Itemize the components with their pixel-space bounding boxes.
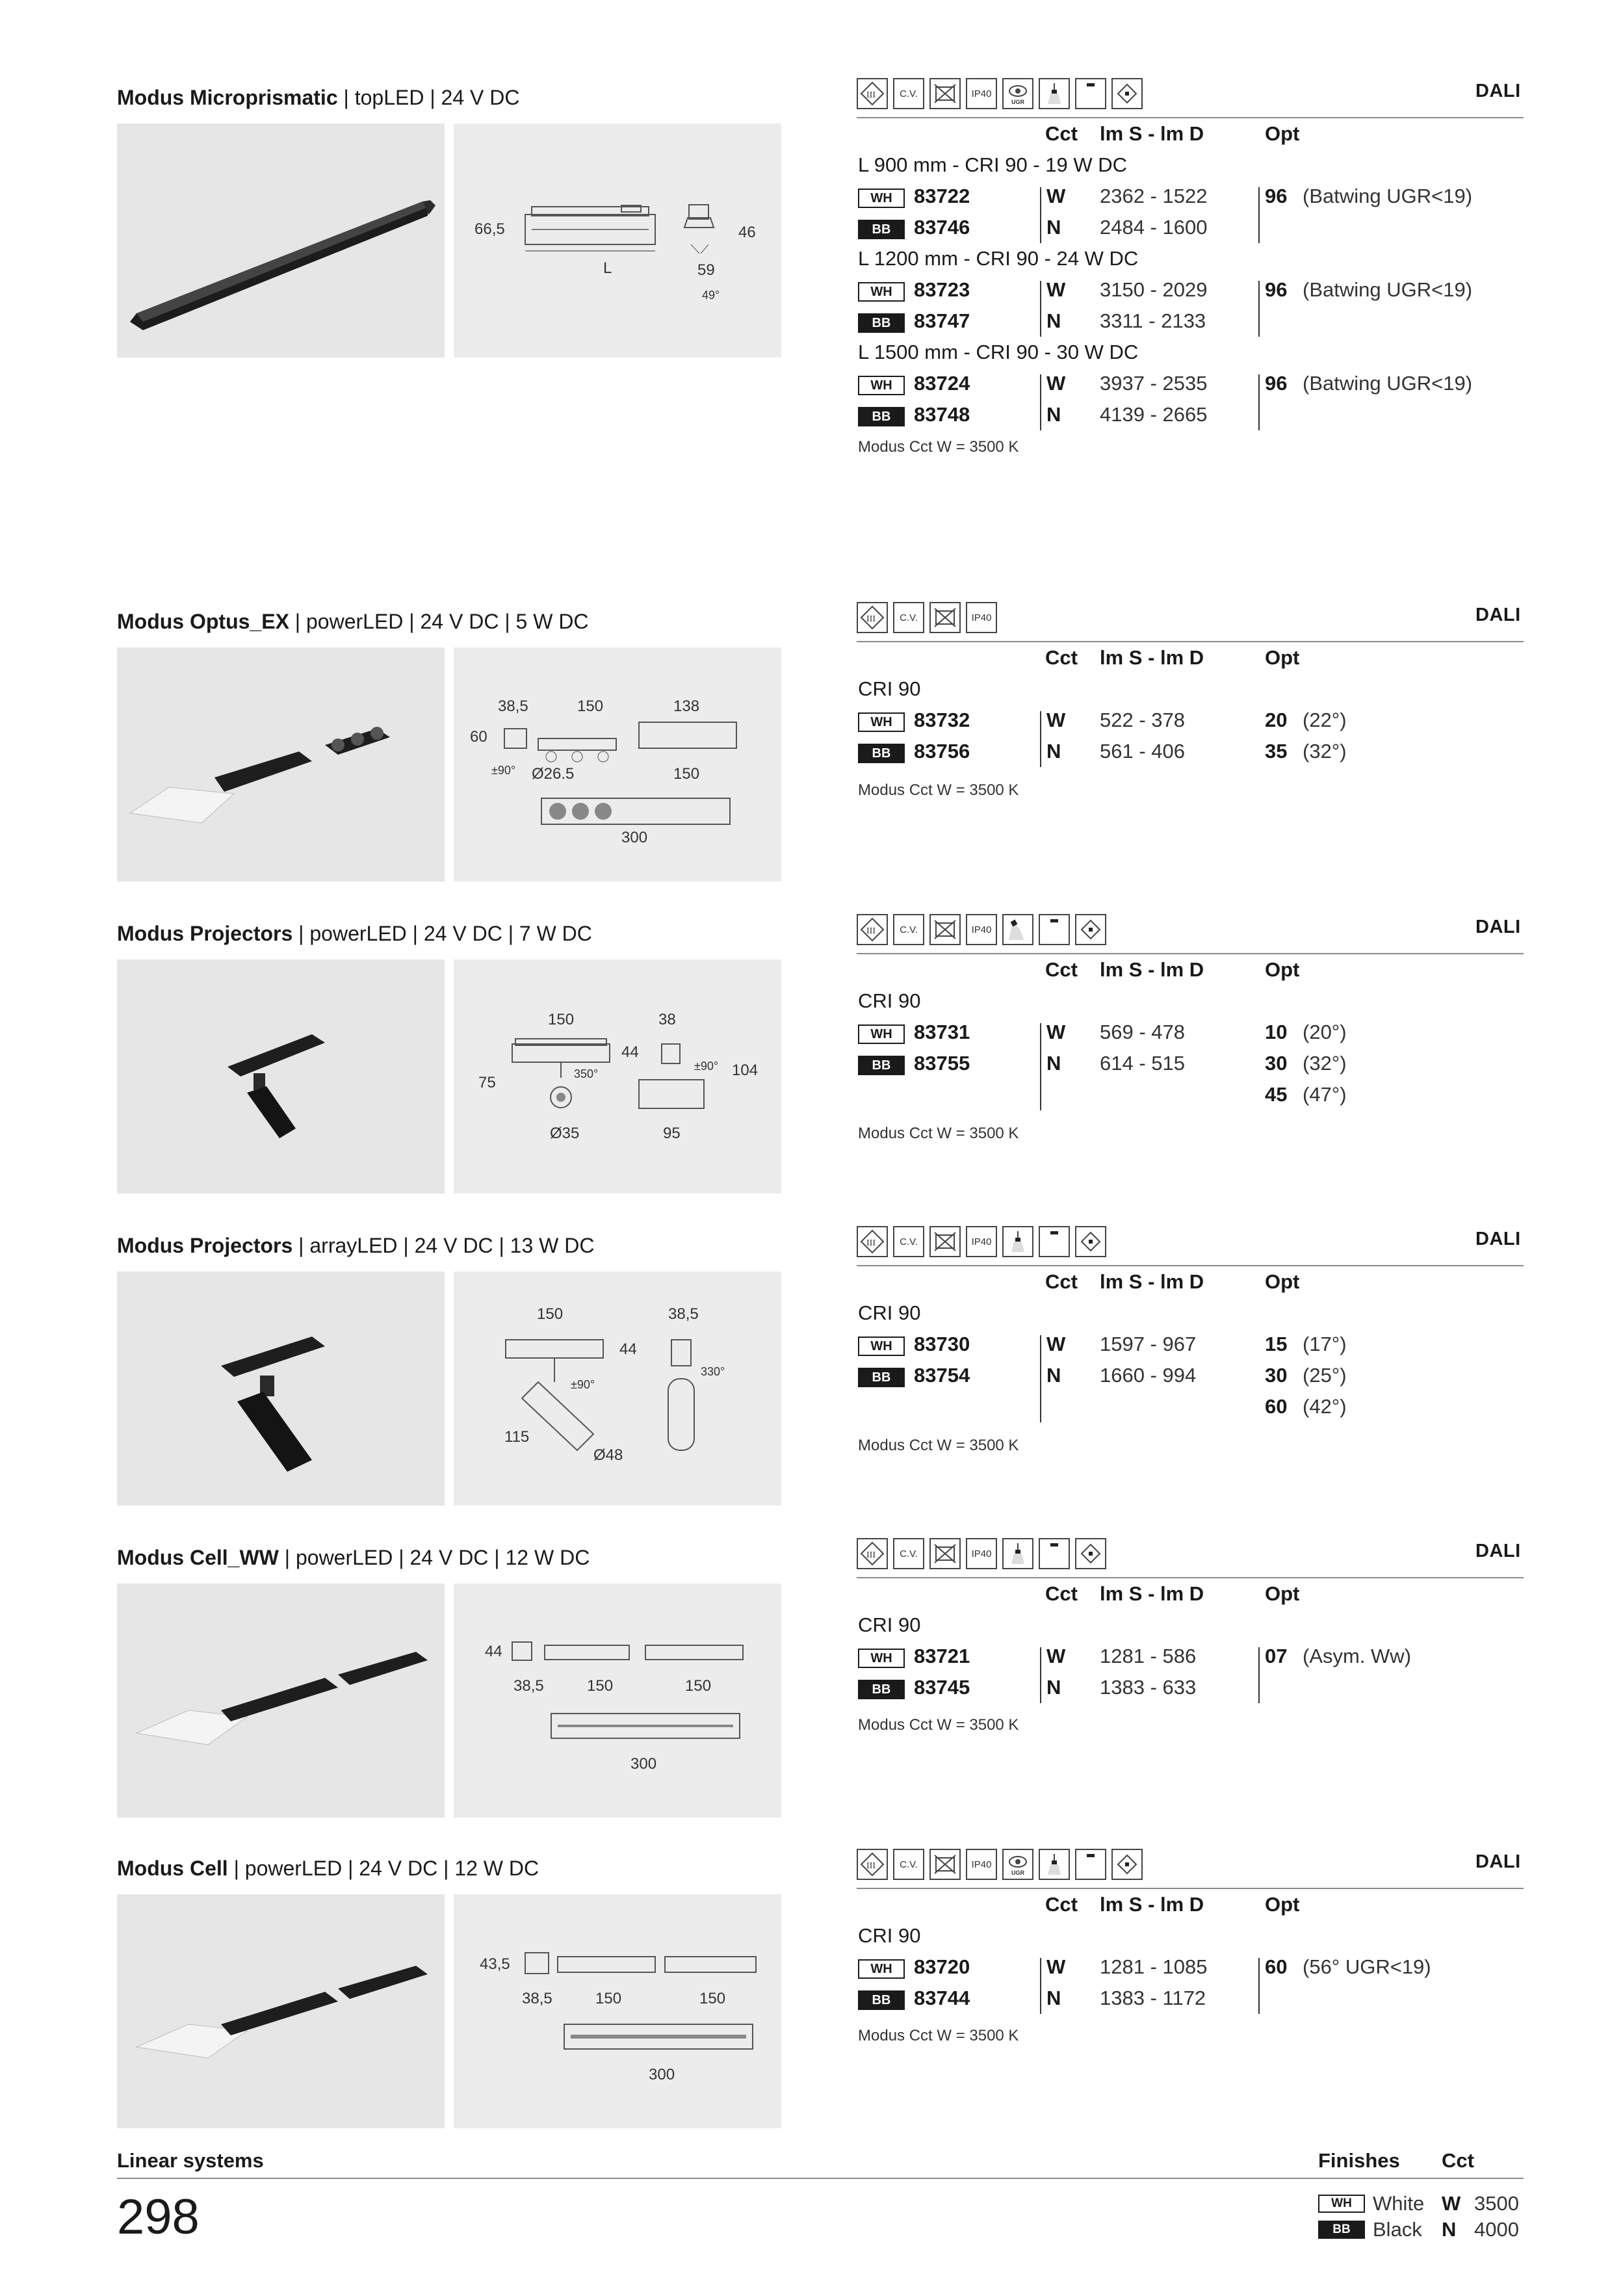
feature-icons: [857, 1849, 1143, 1883]
cct-note: Modus Cct W = 3500 K: [858, 1716, 1019, 1734]
cct-header: Cct: [1442, 2149, 1474, 2172]
ceiling-surface-icon: [1075, 78, 1106, 109]
product-section-projectors-arrayled: [0, 1229, 1623, 1512]
cct-value: W: [1046, 1021, 1066, 1043]
finishes-header: Finishes: [1318, 2149, 1400, 2172]
group-label: CRI 90: [858, 989, 921, 1012]
dim-label: 60: [470, 728, 487, 746]
finish-badge-bb: BB: [858, 313, 905, 333]
dim-label: 104: [732, 1062, 759, 1079]
no-cover-icon: [929, 914, 961, 945]
col-header-cct: Cct: [1045, 1893, 1078, 1916]
downlight-icon: [1039, 1849, 1070, 1880]
lumen-value: 1281 - 1085: [1100, 1955, 1208, 1978]
no-cover-icon: [929, 78, 961, 109]
optic-code: 15: [1265, 1333, 1288, 1355]
dim-label: Ø48: [593, 1446, 623, 1464]
dali-label: DALI: [1475, 1229, 1521, 1249]
optic-desc: (32°): [1303, 1052, 1347, 1075]
dimension-drawing: [454, 959, 781, 1194]
dim-label: 75: [478, 1074, 496, 1091]
optic-desc: (Asym. Ww): [1303, 1645, 1412, 1667]
lumen-value: 561 - 406: [1100, 740, 1185, 763]
ugr-icon: [1002, 78, 1033, 109]
feature-icons: [857, 914, 1106, 948]
optic-desc: (32°): [1303, 740, 1347, 763]
column-divider: [1040, 711, 1041, 767]
group-label: CRI 90: [858, 1301, 921, 1324]
optic-desc: (Batwing UGR<19): [1303, 372, 1473, 395]
ugr-icon: [1002, 1849, 1033, 1880]
product-code: 83755: [914, 1052, 970, 1075]
product-section-projectors-powerled: [0, 917, 1623, 1200]
product-title: Modus Projectors | arrayLED | 24 V DC | 13 W DC: [117, 1234, 595, 1257]
lumen-value: 1597 - 967: [1100, 1333, 1197, 1355]
optic-desc: (Batwing UGR<19): [1303, 185, 1473, 207]
feature-icons: [857, 78, 1143, 112]
lumen-value: 2484 - 1600: [1100, 216, 1208, 239]
finish-badge-bb: BB: [858, 407, 905, 426]
dali-label: DALI: [1475, 917, 1521, 937]
product-section-optus-ex: [0, 605, 1623, 888]
ip40-icon: IP40: [966, 1226, 997, 1257]
dali-label: DALI: [1475, 605, 1521, 625]
group-label: L 1200 mm - CRI 90 - 24 W DC: [858, 247, 1139, 270]
constant-voltage-icon: C.V.: [893, 78, 924, 109]
header-rule: [857, 1888, 1524, 1889]
constant-voltage-icon: C.V.: [893, 1849, 924, 1880]
table-row: [858, 1021, 1521, 1052]
cct-value: W: [1046, 372, 1066, 395]
column-divider: [1258, 374, 1260, 430]
column-divider: [1040, 281, 1041, 337]
product-code: 83754: [914, 1364, 970, 1387]
product-title: Modus Cell | powerLED | 24 V DC | 12 W DC: [117, 1857, 539, 1880]
lumen-value: 522 - 378: [1100, 709, 1185, 731]
finish-badge-bb: BB: [858, 1990, 905, 2010]
product-title: Modus Microprismatic | topLED | 24 V DC: [117, 86, 520, 109]
finish-badge-wh: WH: [858, 189, 905, 208]
cct-value: N: [1046, 403, 1061, 426]
page-number: 298: [117, 2189, 200, 2245]
product-photo: [117, 1894, 445, 2128]
dim-label: 300: [630, 1755, 657, 1773]
dim-label: 138: [673, 698, 700, 715]
lumen-value: 614 - 515: [1100, 1052, 1185, 1075]
downlight-icon: [1002, 1226, 1033, 1257]
lumen-value: 3937 - 2535: [1100, 372, 1208, 395]
optic-code: 60: [1265, 1395, 1288, 1418]
cct-value: N: [1046, 309, 1061, 332]
dim-label: 46: [738, 224, 756, 241]
dim-label: 350°: [574, 1067, 599, 1080]
dim-label: 330°: [701, 1365, 725, 1378]
group-label: CRI 90: [858, 677, 921, 700]
product-photo: [117, 1584, 445, 1818]
product-code: 83730: [914, 1333, 970, 1355]
dim-label: 115: [504, 1428, 530, 1446]
optic-desc: (22°): [1303, 709, 1347, 731]
class-iii-icon: [857, 914, 888, 945]
optic-desc: (25°): [1303, 1364, 1347, 1387]
dimension-drawing: [454, 1272, 781, 1506]
table-row: [858, 403, 1521, 434]
col-header-opt: Opt: [1265, 1582, 1300, 1605]
cct-value: N: [1046, 1676, 1061, 1699]
product-code: 83746: [914, 216, 970, 239]
col-header-opt: Opt: [1265, 1893, 1300, 1916]
track-icon: [1075, 914, 1106, 945]
header-rule: [857, 953, 1524, 954]
group-label: L 900 mm - CRI 90 - 19 W DC: [858, 153, 1128, 176]
product-photo: [117, 124, 445, 358]
dim-label: 150: [587, 1677, 614, 1695]
class-iii-icon: [857, 78, 888, 109]
optic-code: 10: [1265, 1021, 1288, 1043]
dali-label: DALI: [1475, 1541, 1521, 1561]
dimension-drawing: [454, 1584, 781, 1818]
no-cover-icon: [929, 1226, 961, 1257]
optic-code: 96: [1265, 278, 1288, 301]
col-header-lm: lm S - lm D: [1100, 122, 1204, 145]
spotlight-icon: [1002, 914, 1033, 945]
cct-note: Modus Cct W = 3500 K: [858, 2027, 1019, 2044]
class-iii-icon: [857, 1538, 888, 1569]
product-code: 83722: [914, 185, 970, 207]
col-header-opt: Opt: [1265, 122, 1300, 145]
constant-voltage-icon: C.V.: [893, 602, 924, 633]
dim-label: 150: [685, 1677, 712, 1695]
svg-text:UGR: UGR: [1011, 1870, 1024, 1876]
product-section-cell: [0, 1851, 1623, 2135]
cct-kelvin: 3500: [1474, 2192, 1519, 2215]
product-section-microprismatic: [0, 81, 1623, 456]
optic-code: 35: [1265, 740, 1288, 763]
dim-label: 44: [621, 1043, 639, 1061]
ip40-icon: IP40: [966, 914, 997, 945]
column-divider: [1258, 1958, 1260, 2014]
cct-value: W: [1046, 185, 1066, 207]
constant-voltage-icon: C.V.: [893, 1226, 924, 1257]
column-divider: [1258, 187, 1260, 243]
feature-icons: [857, 602, 997, 636]
svg-text:III: III: [866, 1861, 876, 1871]
cct-code: W: [1442, 2192, 1461, 2215]
optic-desc: (17°): [1303, 1333, 1347, 1355]
lumen-value: 3150 - 2029: [1100, 278, 1208, 301]
header-rule: [857, 117, 1524, 118]
product-title: Modus Optus_EX | powerLED | 24 V DC | 5 W DC: [117, 610, 589, 633]
col-header-lm: lm S - lm D: [1100, 646, 1204, 669]
optic-code: 30: [1265, 1052, 1288, 1075]
ip40-icon: IP40: [966, 602, 997, 633]
dim-label: 150: [595, 1990, 622, 2007]
optic-desc: (56° UGR<19): [1303, 1955, 1431, 1978]
cct-value: N: [1046, 216, 1061, 239]
cct-value: W: [1046, 1333, 1066, 1355]
no-cover-icon: [929, 1538, 961, 1569]
optic-code: 60: [1265, 1955, 1288, 1978]
group-label: L 1500 mm - CRI 90 - 30 W DC: [858, 341, 1139, 363]
dim-label: 300: [621, 829, 648, 846]
no-cover-icon: [929, 1849, 961, 1880]
lumen-value: 3311 - 2133: [1100, 309, 1206, 332]
dim-label: 150: [548, 1011, 575, 1028]
ceiling-surface-icon: [1039, 914, 1070, 945]
optic-desc: (Batwing UGR<19): [1303, 278, 1473, 301]
finish-badge-wh: WH: [858, 712, 905, 732]
finish-badge-wh: WH: [858, 282, 905, 302]
dim-label: L: [603, 259, 612, 277]
optic-code: 30: [1265, 1364, 1288, 1387]
product-code: 83748: [914, 403, 970, 426]
finish-badge-wh: WH: [858, 1024, 905, 1044]
optic-desc: (42°): [1303, 1395, 1347, 1418]
product-code: 83747: [914, 309, 970, 332]
dim-label: ±90°: [571, 1378, 595, 1391]
finish-badge-bb: BB: [858, 1056, 905, 1075]
svg-text:III: III: [866, 926, 876, 936]
cct-note: Modus Cct W = 3500 K: [858, 438, 1019, 456]
product-code: 83731: [914, 1021, 970, 1043]
dimension-drawing: [454, 124, 781, 358]
table-row: [858, 709, 1521, 740]
footer-rule: [117, 2178, 1524, 2179]
col-header-cct: Cct: [1045, 958, 1078, 981]
column-divider: [1040, 1023, 1041, 1110]
finish-badge-wh: WH: [858, 1649, 905, 1668]
optic-code: 20: [1265, 709, 1288, 731]
table-row: [858, 1955, 1521, 1987]
downlight-icon: [1002, 1538, 1033, 1569]
product-code: 83745: [914, 1676, 970, 1699]
cct-value: W: [1046, 1645, 1066, 1667]
ceiling-surface-icon: [1039, 1226, 1070, 1257]
track-icon: [1111, 78, 1143, 109]
optic-code: 96: [1265, 372, 1288, 395]
finish-name: Black: [1373, 2218, 1422, 2241]
finish-badge-wh: WH: [858, 376, 905, 395]
col-header-cct: Cct: [1045, 646, 1078, 669]
lumen-value: 569 - 478: [1100, 1021, 1185, 1043]
product-code: 83732: [914, 709, 970, 731]
cct-code: N: [1442, 2218, 1457, 2241]
lumen-value: 1660 - 994: [1100, 1364, 1197, 1387]
track-icon: [1075, 1226, 1106, 1257]
dim-label: ±90°: [694, 1060, 719, 1073]
finish-badge-bb: BB: [858, 1680, 905, 1699]
cct-value: W: [1046, 278, 1066, 301]
column-divider: [1258, 1647, 1260, 1703]
finish-badge-bb: BB: [858, 744, 905, 763]
table-row: [858, 1395, 1521, 1426]
dim-label: ±90°: [491, 764, 516, 777]
cct-note: Modus Cct W = 3500 K: [858, 781, 1019, 799]
col-header-cct: Cct: [1045, 122, 1078, 145]
optic-code: 45: [1265, 1083, 1288, 1106]
feature-icons: [857, 1226, 1106, 1260]
class-iii-icon: [857, 1849, 888, 1880]
track-icon: [1111, 1849, 1143, 1880]
table-row: [858, 1364, 1521, 1395]
group-label: CRI 90: [858, 1924, 921, 1947]
lumen-value: 2362 - 1522: [1100, 185, 1208, 207]
header-rule: [857, 1265, 1524, 1266]
finish-legend-row: [1318, 2218, 1526, 2244]
cct-value: N: [1046, 1052, 1061, 1075]
table-row: [858, 185, 1521, 216]
track-icon: [1075, 1538, 1106, 1569]
constant-voltage-icon: C.V.: [893, 914, 924, 945]
cct-value: N: [1046, 1364, 1061, 1387]
no-cover-icon: [929, 602, 961, 633]
column-divider: [1040, 1647, 1041, 1703]
class-iii-icon: [857, 1226, 888, 1257]
table-row: [858, 740, 1521, 771]
ip40-icon: IP40: [966, 1538, 997, 1569]
finish-badge-bb: BB: [1318, 2221, 1365, 2239]
col-header-opt: Opt: [1265, 646, 1300, 669]
dim-label: 38,5: [522, 1990, 552, 2007]
dim-label: Ø26.5: [532, 765, 575, 783]
table-row: [858, 1052, 1521, 1083]
dim-label: 43,5: [480, 1955, 510, 1973]
product-code: 83744: [914, 1987, 970, 2009]
column-divider: [1040, 374, 1041, 430]
dali-label: DALI: [1475, 81, 1521, 101]
lumen-value: 1281 - 586: [1100, 1645, 1197, 1667]
ceiling-surface-icon: [1075, 1849, 1106, 1880]
dimension-drawing: [454, 1894, 781, 2128]
product-title: Modus Projectors | powerLED | 24 V DC | 7 W DC: [117, 922, 592, 945]
column-divider: [1040, 1335, 1041, 1422]
finish-badge-wh: WH: [858, 1959, 905, 1979]
optic-code: 96: [1265, 185, 1288, 207]
table-row: [858, 1083, 1521, 1114]
cct-value: W: [1046, 1955, 1066, 1978]
col-header-cct: Cct: [1045, 1270, 1078, 1293]
finish-legend-row: [1318, 2192, 1526, 2218]
column-divider: [1258, 281, 1260, 337]
svg-text:III: III: [866, 1238, 876, 1248]
table-row: [858, 309, 1521, 341]
dim-label: 150: [577, 698, 604, 715]
col-header-cct: Cct: [1045, 1582, 1078, 1605]
column-divider: [1040, 1958, 1041, 2014]
product-code: 83724: [914, 372, 970, 395]
column-divider: [1040, 187, 1041, 243]
dim-label: 150: [673, 765, 700, 783]
header-rule: [857, 641, 1524, 642]
cct-value: W: [1046, 709, 1066, 731]
svg-text:III: III: [866, 614, 876, 624]
svg-text:UGR: UGR: [1011, 99, 1024, 105]
finish-badge-wh: WH: [858, 1337, 905, 1356]
constant-voltage-icon: C.V.: [893, 1538, 924, 1569]
dim-label: 38,5: [498, 698, 528, 715]
ceiling-surface-icon: [1039, 1538, 1070, 1569]
ip40-icon: IP40: [966, 78, 997, 109]
product-photo: [117, 959, 445, 1194]
finish-badge-wh: WH: [1318, 2195, 1365, 2213]
cct-value: N: [1046, 1987, 1061, 2009]
table-row: [858, 278, 1521, 309]
section-label: Linear systems: [117, 2149, 264, 2172]
col-header-lm: lm S - lm D: [1100, 1893, 1204, 1916]
col-header-opt: Opt: [1265, 1270, 1300, 1293]
cct-kelvin: 4000: [1474, 2218, 1519, 2241]
lumen-value: 4139 - 2665: [1100, 403, 1208, 426]
dim-label: 44: [485, 1643, 502, 1660]
lumen-value: 1383 - 1172: [1100, 1987, 1206, 2009]
class-iii-icon: [857, 602, 888, 633]
table-row: [858, 1987, 1521, 2018]
optic-desc: (20°): [1303, 1021, 1347, 1043]
dim-label: 95: [663, 1125, 681, 1142]
table-row: [858, 216, 1521, 247]
header-rule: [857, 1577, 1524, 1578]
product-code: 83723: [914, 278, 970, 301]
table-row: [858, 372, 1521, 403]
svg-text:III: III: [866, 90, 876, 100]
product-section-cell-ww: [0, 1541, 1623, 1824]
col-header-lm: lm S - lm D: [1100, 1270, 1204, 1293]
lumen-value: 1383 - 633: [1100, 1676, 1197, 1699]
product-code: 83756: [914, 740, 970, 763]
group-label: CRI 90: [858, 1613, 921, 1636]
dim-label: 38,5: [513, 1677, 544, 1695]
optic-desc: (47°): [1303, 1083, 1347, 1106]
dim-label: 49°: [702, 289, 720, 302]
dim-label: 59: [697, 261, 715, 279]
product-code: 83720: [914, 1955, 970, 1978]
dim-label: 66,5: [474, 220, 505, 238]
dim-label: 150: [699, 1990, 726, 2007]
dim-label: 38: [658, 1011, 676, 1028]
col-header-lm: lm S - lm D: [1100, 1582, 1204, 1605]
product-photo: [117, 1272, 445, 1506]
table-row: [858, 1676, 1521, 1707]
ip40-icon: IP40: [966, 1849, 997, 1880]
col-header-opt: Opt: [1265, 958, 1300, 981]
cct-note: Modus Cct W = 3500 K: [858, 1125, 1019, 1142]
dim-label: 300: [649, 2066, 675, 2083]
dim-label: 150: [537, 1305, 564, 1323]
dim-label: 44: [619, 1340, 637, 1358]
dim-label: Ø35: [550, 1125, 580, 1142]
svg-text:III: III: [866, 1550, 876, 1560]
feature-icons: [857, 1538, 1106, 1572]
table-row: [858, 1333, 1521, 1364]
cct-value: N: [1046, 740, 1061, 763]
dali-label: DALI: [1475, 1851, 1521, 1872]
finish-name: White: [1373, 2192, 1425, 2215]
product-title: Modus Cell_WW | powerLED | 24 V DC | 12 W DC: [117, 1546, 590, 1569]
finish-badge-bb: BB: [858, 1368, 905, 1387]
product-photo: [117, 647, 445, 881]
dim-label: 38,5: [668, 1305, 699, 1323]
finish-badge-bb: BB: [858, 220, 905, 239]
cct-note: Modus Cct W = 3500 K: [858, 1437, 1019, 1454]
col-header-lm: lm S - lm D: [1100, 958, 1204, 981]
optic-code: 07: [1265, 1645, 1288, 1667]
dimension-drawing: [454, 647, 781, 881]
downlight-icon: [1039, 78, 1070, 109]
product-code: 83721: [914, 1645, 970, 1667]
table-row: [858, 1645, 1521, 1676]
